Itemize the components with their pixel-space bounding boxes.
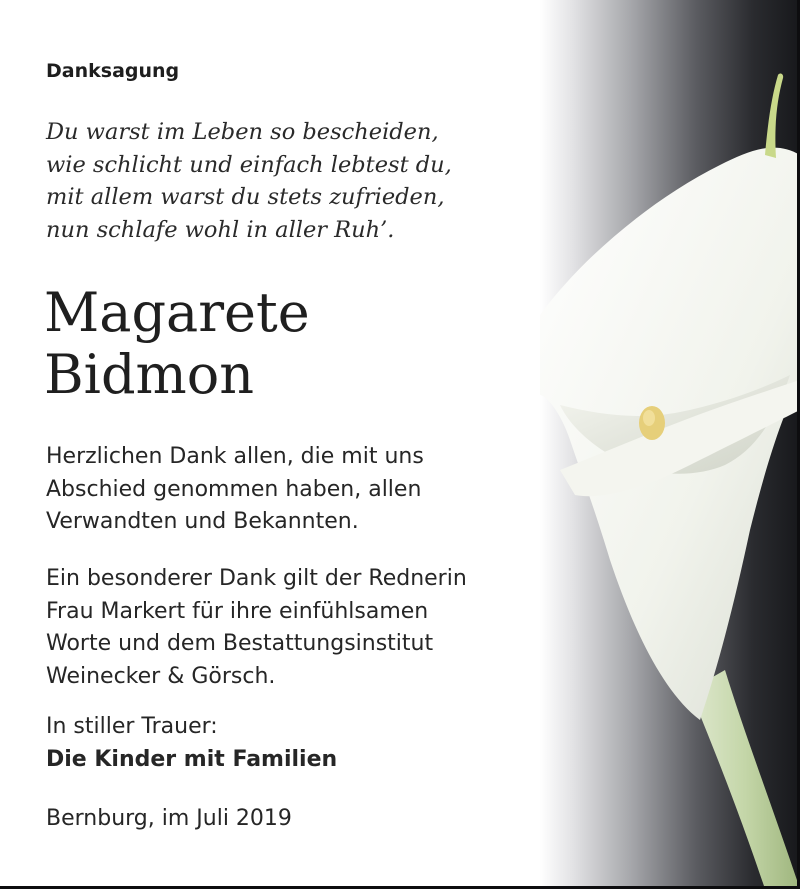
poem-line: mit allem warst du stets zufrieden, [46, 184, 445, 210]
text-line: Weinecker & Görsch. [46, 663, 276, 689]
text-line: Verwandten und Bekannten. [46, 509, 359, 534]
mourning-block [46, 711, 337, 776]
heading-danksagung: Danksagung [46, 60, 180, 82]
text-line: Abschied genommen haben, allen [46, 476, 422, 502]
last-name: Bidmon [44, 343, 255, 406]
poem [46, 116, 452, 246]
deceased-name [44, 282, 310, 406]
place-date: Bernburg, im Juli 2019 [46, 806, 292, 831]
text-line: Herzlichen Dank allen, die mit uns [46, 444, 424, 469]
poem-line: wie schlicht und einfach lebtest du, [46, 151, 452, 178]
thanks-special [46, 563, 467, 693]
mourning-label: In stiller Trauer: [46, 714, 218, 739]
first-name: Magarete [44, 281, 310, 344]
poem-line: nun schlafe wohl in aller Ruh’. [46, 216, 395, 243]
mourners: Die Kinder mit Familien [46, 746, 338, 772]
calla-lily-graphic [540, 0, 800, 889]
thanks-general [46, 441, 424, 539]
calla-lily-image [540, 0, 800, 889]
poem-line: Du warst im Leben so bescheiden, [46, 119, 439, 145]
text-line: Ein besonderer Dank gilt der Rednerin [46, 566, 467, 591]
text-line: Frau Markert für ihre einfühlsamen [46, 598, 429, 624]
text-line: Worte und dem Bestattungsinstitut [46, 631, 434, 656]
